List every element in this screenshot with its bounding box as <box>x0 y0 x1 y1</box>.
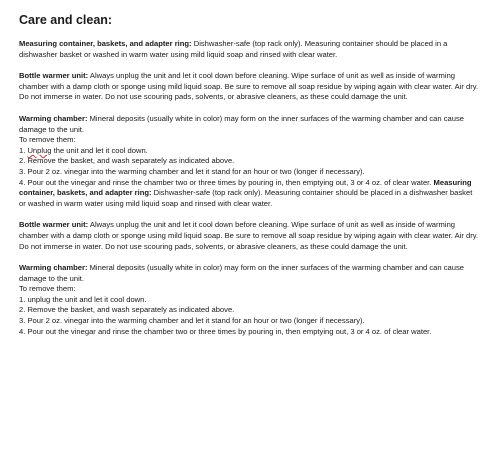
list-item-step-1-repeat: 1. unplug the unit and let it cool down. <box>19 294 147 304</box>
warming-chamber-text: Mineral deposits (usually white in color) may form on the inner surfaces of the warming chamber and can cause damage to the unit. <box>19 113 464 134</box>
spellcheck-word-unplug[interactable]: Unplug <box>27 145 52 155</box>
list-item-step-3: 3. Pour 2 oz. vinegar into the warming chamber and let it stand for an hour or two (longer if necessary). <box>19 166 365 176</box>
step-1-number: 1. <box>19 145 28 155</box>
measuring-container-label-repeat: Measuring container, baskets, and adapter ring: <box>19 177 472 198</box>
list-item-step-3-repeat: 3. Pour 2 oz. vinegar into the warming chamber and let it stand for an hour or two (longer if necessary). <box>19 316 365 326</box>
measuring-container-text: Dishwasher-safe (top rack only). Measuring container should be placed in a dishwasher basket or washed in warm water using mild liquid soap and rinsed with clear water. <box>19 39 448 59</box>
warming-chamber-label-repeat: Warming chamber: <box>19 263 88 273</box>
bottle-warmer-label-repeat: Bottle warmer unit: <box>19 220 89 230</box>
list-item-step-2-repeat: 2. Remove the basket, and wash separately as indicated above. <box>19 305 235 315</box>
bottle-warmer-label: Bottle warmer unit: <box>19 71 89 81</box>
list-item-step-1 <box>19 146 481 157</box>
warming-chamber-text-repeat: Mineral deposits (usually white in color) may form on the inner surfaces of the warming chamber and can cause damage to the unit. <box>19 263 464 283</box>
list-item-step-4: 4. Pour out the vinegar and rinse the chamber two or three times by pouring in, then emptying out, 3 or 4 oz. of clear water. <box>19 177 432 187</box>
measuring-container-text-repeat: Dishwasher-safe (top rack only). Measuring container should be placed in a dishwasher basket or washed in warm water using mild liquid soap and rinsed with clear water. <box>19 188 473 208</box>
document-page <box>19 13 481 337</box>
bottle-warmer-text-repeat: Always unplug the unit and let it cool down before cleaning. Wipe surface of unit as well as inside of warming chamber with a damp cloth or sponge using mild liquid soap. Be sure to remove all soap residue by wiping again with clear water. Air dry. Do not immerse in water. Do not use scouring pads, solvents, or abrasive cleaners, as these could damage the unit. <box>19 220 479 251</box>
page-title: Care and clean: <box>19 13 113 27</box>
remove-intro: To remove them: <box>19 135 76 145</box>
bottle-warmer-text: Always unplug the unit and let it cool down before cleaning. Wipe surface of unit as well as inside of warming chamber with a damp cloth or sponge using mild liquid soap. Be sure to remove all soap residue by wiping again with clear water. Air dry. Do not immerse in water. Do not use scouring pads, solvents, or abrasive cleaners, as these could damage the unit. <box>19 71 479 102</box>
paragraph-bottle-warmer-repeat <box>19 220 481 252</box>
warming-chamber-label: Warming chamber: <box>19 113 88 123</box>
measuring-container-label: Measuring container, baskets, and adapter ring: <box>19 39 192 48</box>
step-1-text: the unit and let it cool down. <box>51 145 148 155</box>
list-item-step-2: 2. Remove the basket, and wash separately as indicated above. <box>19 156 235 166</box>
paragraph-warming-chamber <box>19 114 481 209</box>
paragraph-bottle-warmer <box>19 71 481 103</box>
paragraph-warming-chamber-repeat <box>19 263 481 337</box>
list-item-step-4-repeat: 4. Pour out the vinegar and rinse the chamber two or three times by pouring in, then emptying out, 3 or 4 oz. of clear water. <box>19 326 432 336</box>
paragraph-measuring-container <box>19 39 481 60</box>
remove-intro-repeat: To remove them: <box>19 284 76 294</box>
